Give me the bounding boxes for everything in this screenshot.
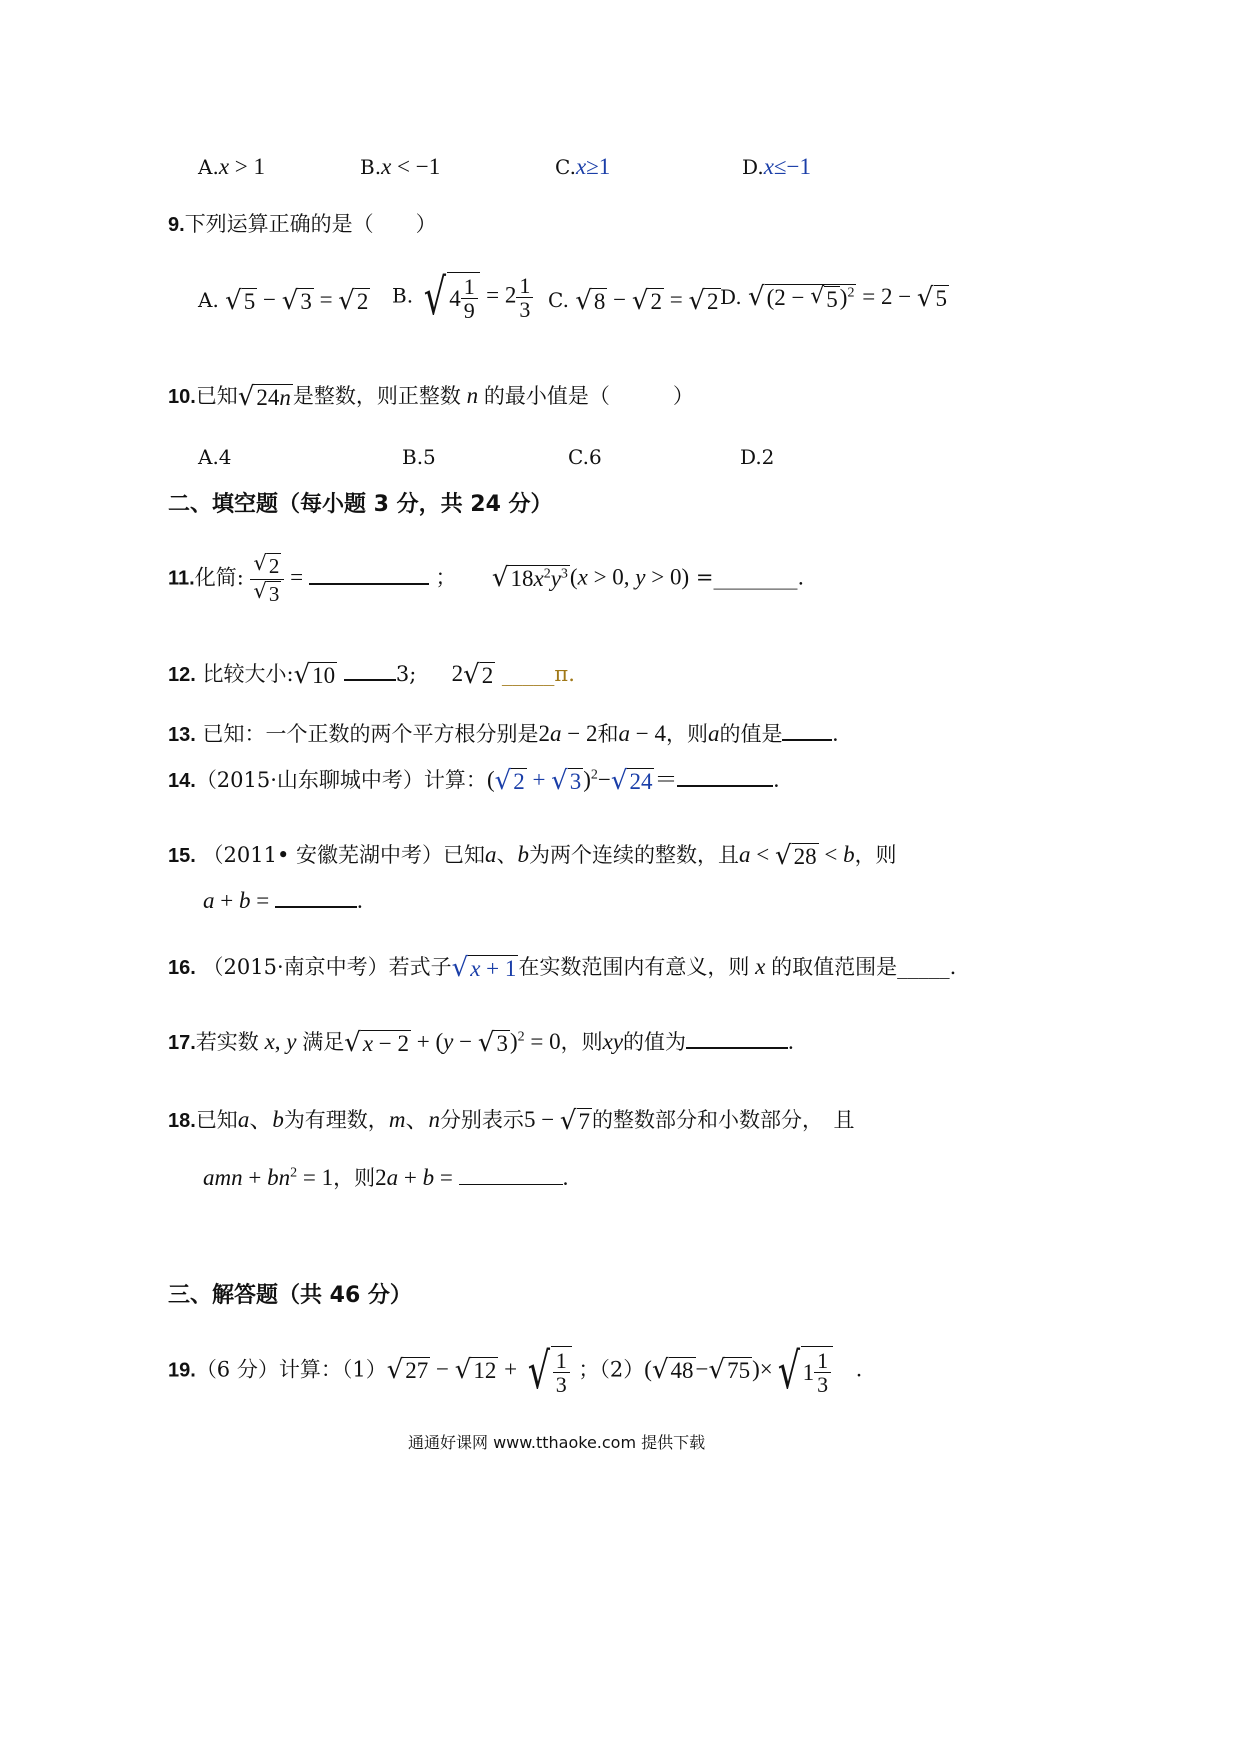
section-3-heading: 三、解答题（共 46 分） <box>168 1283 412 1308</box>
question-text: 分别表示 <box>439 1108 524 1133</box>
question-number: 10. <box>168 386 196 409</box>
question-17: 17.若实数 x, y 满足 √ x − 2 + (y − √ 3 )$^2$ = 0，则xy的值为 . <box>168 1028 794 1058</box>
question-text: 已知 <box>195 1108 238 1133</box>
question-11: 11.化简: √ 2 √ 3 = ； √ $18x^2y^3$ (x > 0, y > 0) =________. <box>168 551 805 606</box>
option-label: C. <box>555 155 576 179</box>
question-text: 、 <box>496 843 518 868</box>
option-label: B. <box>360 155 382 179</box>
question-text: 为有理数， <box>283 1108 389 1133</box>
question-text: 比较大小: <box>202 662 294 687</box>
question-14: 14.（2015·山东聊城中考）计算：( √ 2 + √ 3 )$^2$− √ 24 ＝ . <box>168 766 780 796</box>
question-9 <box>168 214 437 235</box>
q8-option-c: C.x≥1 <box>555 154 611 179</box>
question-text: 的值为 <box>623 1030 687 1055</box>
option-label: A. <box>198 288 219 313</box>
q10-option-a: A.4 <box>198 445 232 469</box>
section-2-heading: 二、填空题（每小题 3 分，共 24 分） <box>168 492 553 517</box>
question-text: （2011• 安徽芜湖中考）已知 <box>202 843 486 868</box>
question-number: 17. <box>168 1032 196 1055</box>
question-19: 19.（6 分）计算：（1） √ 27 − √ 12 + √ $\frac{1}{3}$ ；（2）( √ 48 − √ 75 )× √ 1 $\frac{1}{3}$ . <box>168 1342 862 1401</box>
question-text: 化简: <box>194 565 244 590</box>
q9-option-a: A. √ 5 − √ 3 = √ 2 <box>198 286 369 316</box>
option-label: D. <box>720 285 742 310</box>
question-number: 15. <box>168 845 196 868</box>
question-text: 和 <box>597 722 619 746</box>
question-text: 3; <box>395 662 417 687</box>
question-text: （2015·山东聊城中考）计算： <box>195 768 487 793</box>
question-text: ，则 <box>854 843 897 868</box>
question-text: 若实数 <box>195 1030 259 1055</box>
question-text: （2015·南京中考）若式子 <box>202 955 452 980</box>
question-number: 12. <box>168 664 196 687</box>
question-text: 为两个连续的整数，且 <box>529 843 740 868</box>
question-number: 11. <box>168 567 195 590</box>
question-text: ；（2） <box>578 1357 645 1382</box>
q9-option-c: C. √ 8 − √ 2 = √ 2 <box>548 286 719 316</box>
question-number: 19. <box>168 1359 196 1382</box>
question-number: 16. <box>168 957 196 980</box>
question-text: 已知 <box>195 384 238 409</box>
q9-option-d: D. √ (2 − √ 5 )$^2$ = 2 − √ 5 <box>720 282 947 313</box>
page-footer: 通通好课网 www.tthaoke.com 提供下载 <box>408 1433 706 1452</box>
question-text: （6 分）计算：（1） <box>195 1357 387 1382</box>
option-label: C. <box>548 288 569 313</box>
question-text: 下列运算正确的是（ ） <box>184 212 437 236</box>
question-text: _____π. <box>501 662 575 687</box>
question-number: 18. <box>168 1110 196 1133</box>
question-15: 15. （2011• 安徽芜湖中考）已知a、b为两个连续的整数，且a < √ 28 < b，则 <box>168 841 897 871</box>
question-13: 13. 已知：一个正数的两个平方根分别是2a − 2和a − 4，则a的值是 . <box>168 721 839 746</box>
question-text: 在实数范围内有意义，则 <box>518 955 750 980</box>
question-18: 18.已知a、b为有理数，m、n分别表示5 − √ 7 的整数部分和小数部分， 且 <box>168 1106 855 1136</box>
q9-option-b: B. √ 4 $\frac{1}{9}$ = 2 $\frac{1}{3}$ <box>392 272 533 322</box>
question-text: 的整数部分和小数部分， 且 <box>592 1108 855 1133</box>
question-text: 的值是 <box>719 722 783 746</box>
q8-option-a: A.x > 1 <box>198 154 266 179</box>
option-label: B. <box>392 283 414 308</box>
q10-option-c: C.6 <box>568 445 602 469</box>
q8-option-d: D.x≤−1 <box>742 154 812 179</box>
question-text: ，则 <box>333 1166 376 1190</box>
question-text: 满足 <box>302 1030 345 1055</box>
question-18-line-2: amn + $bn^2 = 1$，则2a + b = . <box>203 1165 569 1190</box>
option-label: A. <box>198 155 219 179</box>
question-number: 9. <box>168 214 185 236</box>
question-12: 12. 比较大小: √ 10 3; 2 √ 2 _____π. <box>168 660 575 690</box>
q8-option-b: B.x < −1 <box>360 154 441 179</box>
question-text: 已知：一个正数的两个平方根分别是 <box>202 722 539 746</box>
question-text: 是整数，则正整数 <box>292 384 461 409</box>
answer-blank: =________. <box>695 565 805 590</box>
q10-option-d: D.2 <box>740 445 775 469</box>
q10-option-b: B.5 <box>402 445 436 469</box>
question-text: 的取值范围是_____. <box>771 955 957 980</box>
question-number: 13. <box>168 724 196 746</box>
question-15-line-2: a + b = . <box>203 888 363 913</box>
separator: ； <box>435 565 457 590</box>
option-label: D. <box>742 155 764 179</box>
question-16: 16. （2015·南京中考）若式子 √ x + 1 在实数范围内有意义，则 x 的取值范围是_____. <box>168 953 957 983</box>
question-text: ，则 <box>560 1030 603 1055</box>
question-10: 10.已知 √ 24n 是整数，则正整数 n 的最小值是（ ） <box>168 382 694 412</box>
question-number: 14. <box>168 770 196 793</box>
question-text: ，则 <box>665 722 708 746</box>
question-text: 的最小值是（ ） <box>483 384 694 409</box>
